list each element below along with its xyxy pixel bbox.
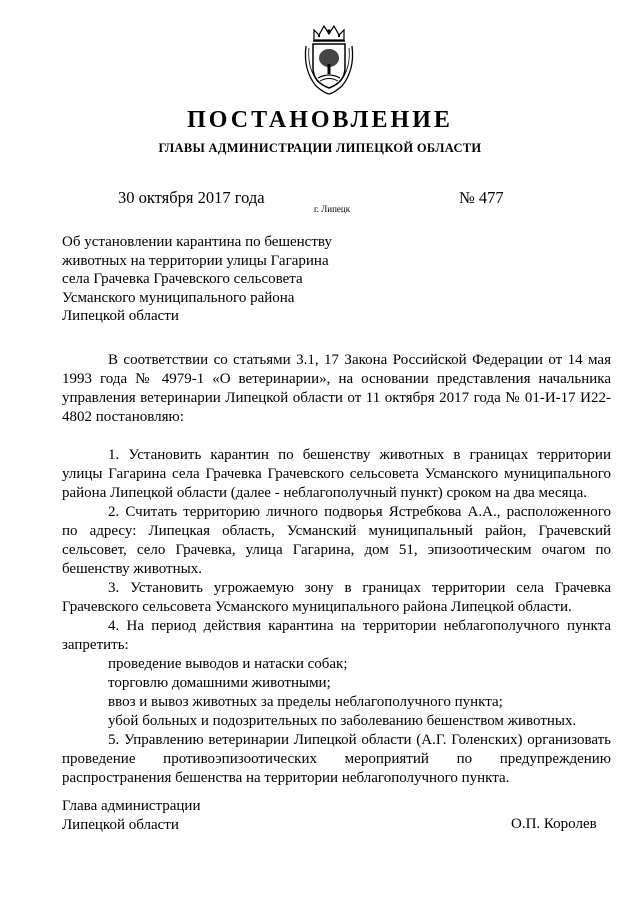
prohibition-item: убой больных и подозрительных по заболеванию бешенством животных. (108, 713, 577, 729)
document-subject (62, 233, 362, 326)
signer-position (62, 797, 200, 835)
document-number: № 477 (459, 188, 504, 207)
document-date: 30 октября 2017 года (118, 188, 265, 207)
issuer-subtitle: ГЛАВЫ АДМИНИСТРАЦИИ ЛИПЕЦКОЙ ОБЛАСТИ (158, 141, 482, 155)
prohibition-item: торговлю домашними животными; (108, 675, 331, 691)
coat-of-arms-icon (302, 22, 356, 96)
subject-line: села Грачевка Грачевского сельсовета (62, 271, 303, 287)
signer-position-line: Глава администрации (62, 798, 201, 814)
clause-1: 1. Установить карантин по бешенству животных в границах территории улицы Гагарина села Грачевка Грачевского сельсовета Усманского муниципального района Липецкой области (далее - неблагополучный пункт) сроком на два месяца. (62, 447, 611, 501)
subject-line: животных на территории улицы Гагарина (62, 252, 329, 269)
document-body (62, 351, 611, 788)
signer-name: О.П. Королев (511, 816, 597, 832)
subject-line: Усманского муниципального района (62, 289, 295, 306)
clause-4: 4. На период действия карантина на территории неблагополучного пункта запретить: (62, 618, 611, 653)
document-city: г. Липецк (314, 204, 351, 214)
preamble-paragraph: В соответствии со статьями 3.1, 17 Закона Российской Федерации от 14 мая 1993 года № 4979-1 «О ветеринарии», на основании представления начальника управления ветеринарии Липецкой области от 11 октября 2017 года № 01-И-17 И22-4802 постановляю: (62, 352, 611, 425)
subject-line: Об установлении карантина по бешенству (62, 234, 332, 250)
prohibition-item: проведение выводов и натаски собак; (108, 656, 348, 672)
clause-2: 2. Считать территорию личного подворья Ястребкова А.А., расположенного по адресу: Липецкая область, Усманский муниципальный район, Грачевский сельсовет, село Грачевка, улица Гагарина, дом 51, эпизоотическим очагом по бешенству животных. (62, 504, 611, 577)
clause-5: 5. Управлению ветеринарии Липецкой области (А.Г. Голенских) организовать проведение противоэпизоотических мероприятий по предупреждению распространения бешенства на территории неблагополучного пункта. (62, 732, 611, 786)
document-title: ПОСТАНОВЛЕНИЕ (187, 107, 453, 133)
clause-3: 3. Установить угрожаемую зону в границах территории села Грачевка Грачевского сельсовета Усманского муниципального района Липецкой области. (62, 580, 611, 615)
prohibition-item: ввоз и вывоз животных за пределы неблагополучного пункта; (108, 694, 503, 710)
subject-line: Липецкой области (62, 308, 179, 324)
signer-position-line: Липецкой области (62, 817, 179, 833)
